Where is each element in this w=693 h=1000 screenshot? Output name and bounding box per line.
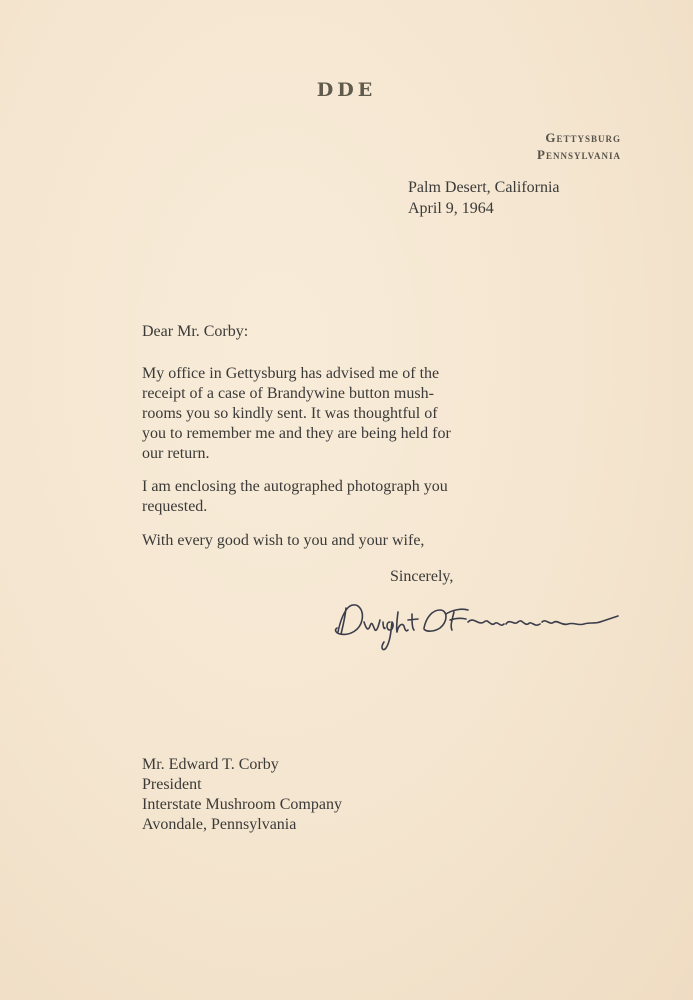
handwritten-signature: [328, 592, 628, 654]
letterhead-monogram: DDE: [316, 79, 377, 101]
body-line: My office in Gettysburg has advised me of the: [142, 365, 440, 382]
body-paragraph-2: [142, 477, 448, 517]
dateline-location: Palm Desert, California: [408, 179, 560, 196]
address-line: Interstate Mushroom Company: [142, 796, 342, 813]
address-line: Avondale, Pennsylvania: [142, 816, 297, 833]
body-paragraph-3: [142, 531, 424, 551]
body-paragraph-1: [142, 364, 451, 464]
address-line: Mr. Edward T. Corby: [142, 756, 279, 773]
address-line: President: [142, 776, 202, 793]
dateline-date: April 9, 1964: [408, 200, 494, 217]
body-line: I am enclosing the autographed photograph you: [142, 478, 448, 495]
closing: Sincerely,: [390, 568, 454, 585]
body-line: With every good wish to you and your wife,: [142, 532, 425, 549]
body-line: receipt of a case of Brandywine button mush-: [142, 385, 434, 402]
body-line: rooms you so kindly sent. It was thoughtful of: [142, 405, 438, 422]
letterhead-state: Pennsylvania: [537, 147, 621, 162]
recipient-address: [142, 755, 342, 835]
salutation: Dear Mr. Corby:: [142, 323, 249, 340]
letterhead-city: Gettysburg: [545, 130, 621, 145]
body-line: requested.: [142, 498, 208, 515]
body-line: you to remember me and they are being held for: [142, 425, 451, 442]
body-line: our return.: [142, 445, 210, 462]
